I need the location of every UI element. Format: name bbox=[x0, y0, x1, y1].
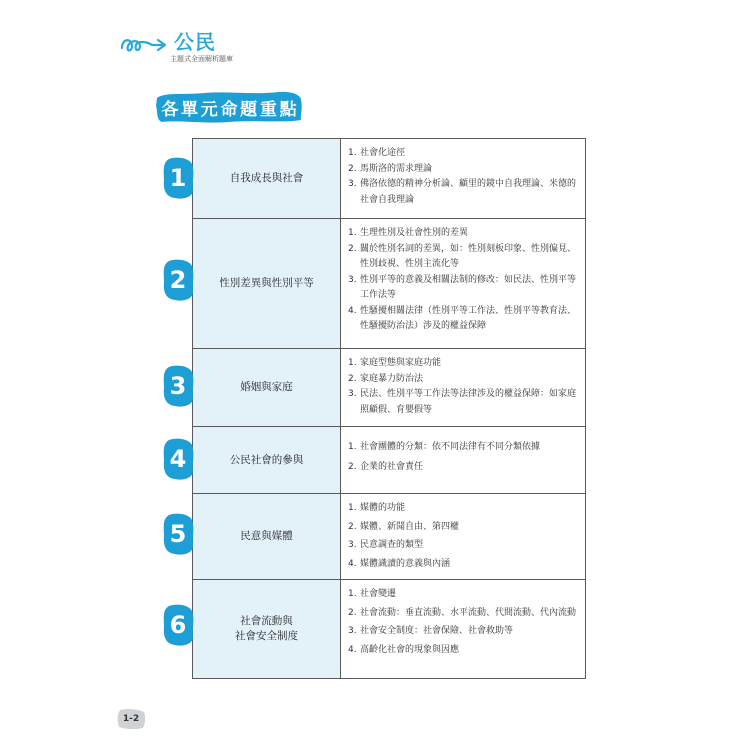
section-banner bbox=[154, 90, 304, 124]
list-item: 3. 民法、性別平等工作法等法律涉及的權益保障：如家庭照顧假、育嬰假等 bbox=[348, 389, 577, 415]
unit-topic: 自我成長與社會 bbox=[193, 139, 341, 218]
list-item: 2. 關於性別名詞的差異，如：性別刻板印象、性別偏見、性別歧視、性別主流化等 bbox=[348, 243, 577, 269]
banner-char: 重 bbox=[259, 99, 277, 120]
list-item: 1. 生理性別及社會性別的差異 bbox=[348, 228, 469, 238]
unit-number-badge: 1 bbox=[161, 156, 195, 200]
banner-char: 單 bbox=[181, 99, 199, 120]
banner-char: 各 bbox=[161, 99, 179, 120]
list-item: 2. 媒體、新聞自由、第四權 bbox=[348, 521, 460, 532]
unit-topic: 民意與媒體 bbox=[193, 494, 341, 579]
unit-topic: 婚姻與家庭 bbox=[193, 349, 341, 426]
list-item: 1. 家庭型態與家庭功能 bbox=[348, 358, 442, 368]
unit-points bbox=[341, 580, 585, 678]
list-item: 3. 社會安全制度：社會保險、社會救助等 bbox=[348, 626, 514, 636]
list-item: 3. 佛洛依德的精神分析論、顧里的鏡中自我理論、米德的社會自我理論 bbox=[348, 179, 577, 205]
book-subtitle: 主題式全面解析題庫 bbox=[170, 55, 233, 63]
banner-char: 題 bbox=[240, 99, 258, 120]
unit-row-6 bbox=[193, 580, 585, 678]
list-item: 2. 企業的社會責任 bbox=[348, 461, 424, 472]
unit-points bbox=[341, 139, 585, 218]
unit-row-2 bbox=[193, 219, 585, 349]
unit-row-3 bbox=[193, 349, 585, 427]
subject-title: 公民 bbox=[174, 30, 216, 54]
page-number: 1-2 bbox=[116, 708, 146, 730]
list-item: 3. 民意調查的類型 bbox=[348, 540, 424, 550]
unit-topic: 性別差異與性別平等 bbox=[193, 219, 341, 348]
banner-char: 點 bbox=[279, 99, 297, 120]
unit-topic: 公民社會的參與 bbox=[193, 427, 341, 493]
list-item: 4. 高齡化社會的現象與因應 bbox=[348, 644, 460, 655]
unit-row-5 bbox=[193, 494, 585, 580]
list-item: 3. 性別平等的意義及相關法制的修改：如民法、性別平等工作法等 bbox=[348, 274, 577, 300]
banner-char: 元 bbox=[200, 99, 218, 120]
unit-points bbox=[341, 427, 585, 493]
list-item: 2. 馬斯洛的需求理論 bbox=[348, 163, 433, 174]
list-item: 4. 媒體識讀的意義與內涵 bbox=[348, 558, 451, 569]
unit-number-badge: 2 bbox=[161, 258, 195, 302]
list-item: 2. 社會流動：垂直流動、水平流動、代間流動、代內流動 bbox=[348, 607, 577, 618]
unit-number-badge: 4 bbox=[161, 437, 195, 481]
list-item: 1. 媒體的功能 bbox=[348, 503, 406, 513]
unit-points bbox=[341, 219, 585, 348]
list-item: 1. 社會變遷 bbox=[348, 589, 397, 599]
list-item: 1. 社會團體的分類：依不同法律有不同分類依據 bbox=[348, 442, 541, 452]
banner-char: 命 bbox=[220, 99, 238, 120]
unit-row-1 bbox=[193, 139, 585, 219]
list-item: 4. 性騷擾相關法律（性別平等工作法、性別平等教育法、性騷擾防治法）涉及的權益保障 bbox=[348, 305, 577, 331]
unit-points bbox=[341, 494, 585, 579]
unit-row-4 bbox=[193, 427, 585, 494]
unit-number-badge: 3 bbox=[161, 364, 195, 408]
unit-table bbox=[192, 138, 586, 679]
list-item: 2. 家庭暴力防治法 bbox=[348, 373, 424, 384]
unit-number-badge: 5 bbox=[161, 512, 195, 556]
unit-topic: 社會流動與 社會安全制度 bbox=[193, 580, 341, 678]
unit-points bbox=[341, 349, 585, 426]
brand-header bbox=[118, 24, 278, 68]
list-item: 1. 社會化途徑 bbox=[348, 148, 406, 158]
unit-number-badge: 6 bbox=[161, 603, 195, 647]
swirl-arrow-icon bbox=[118, 34, 170, 56]
